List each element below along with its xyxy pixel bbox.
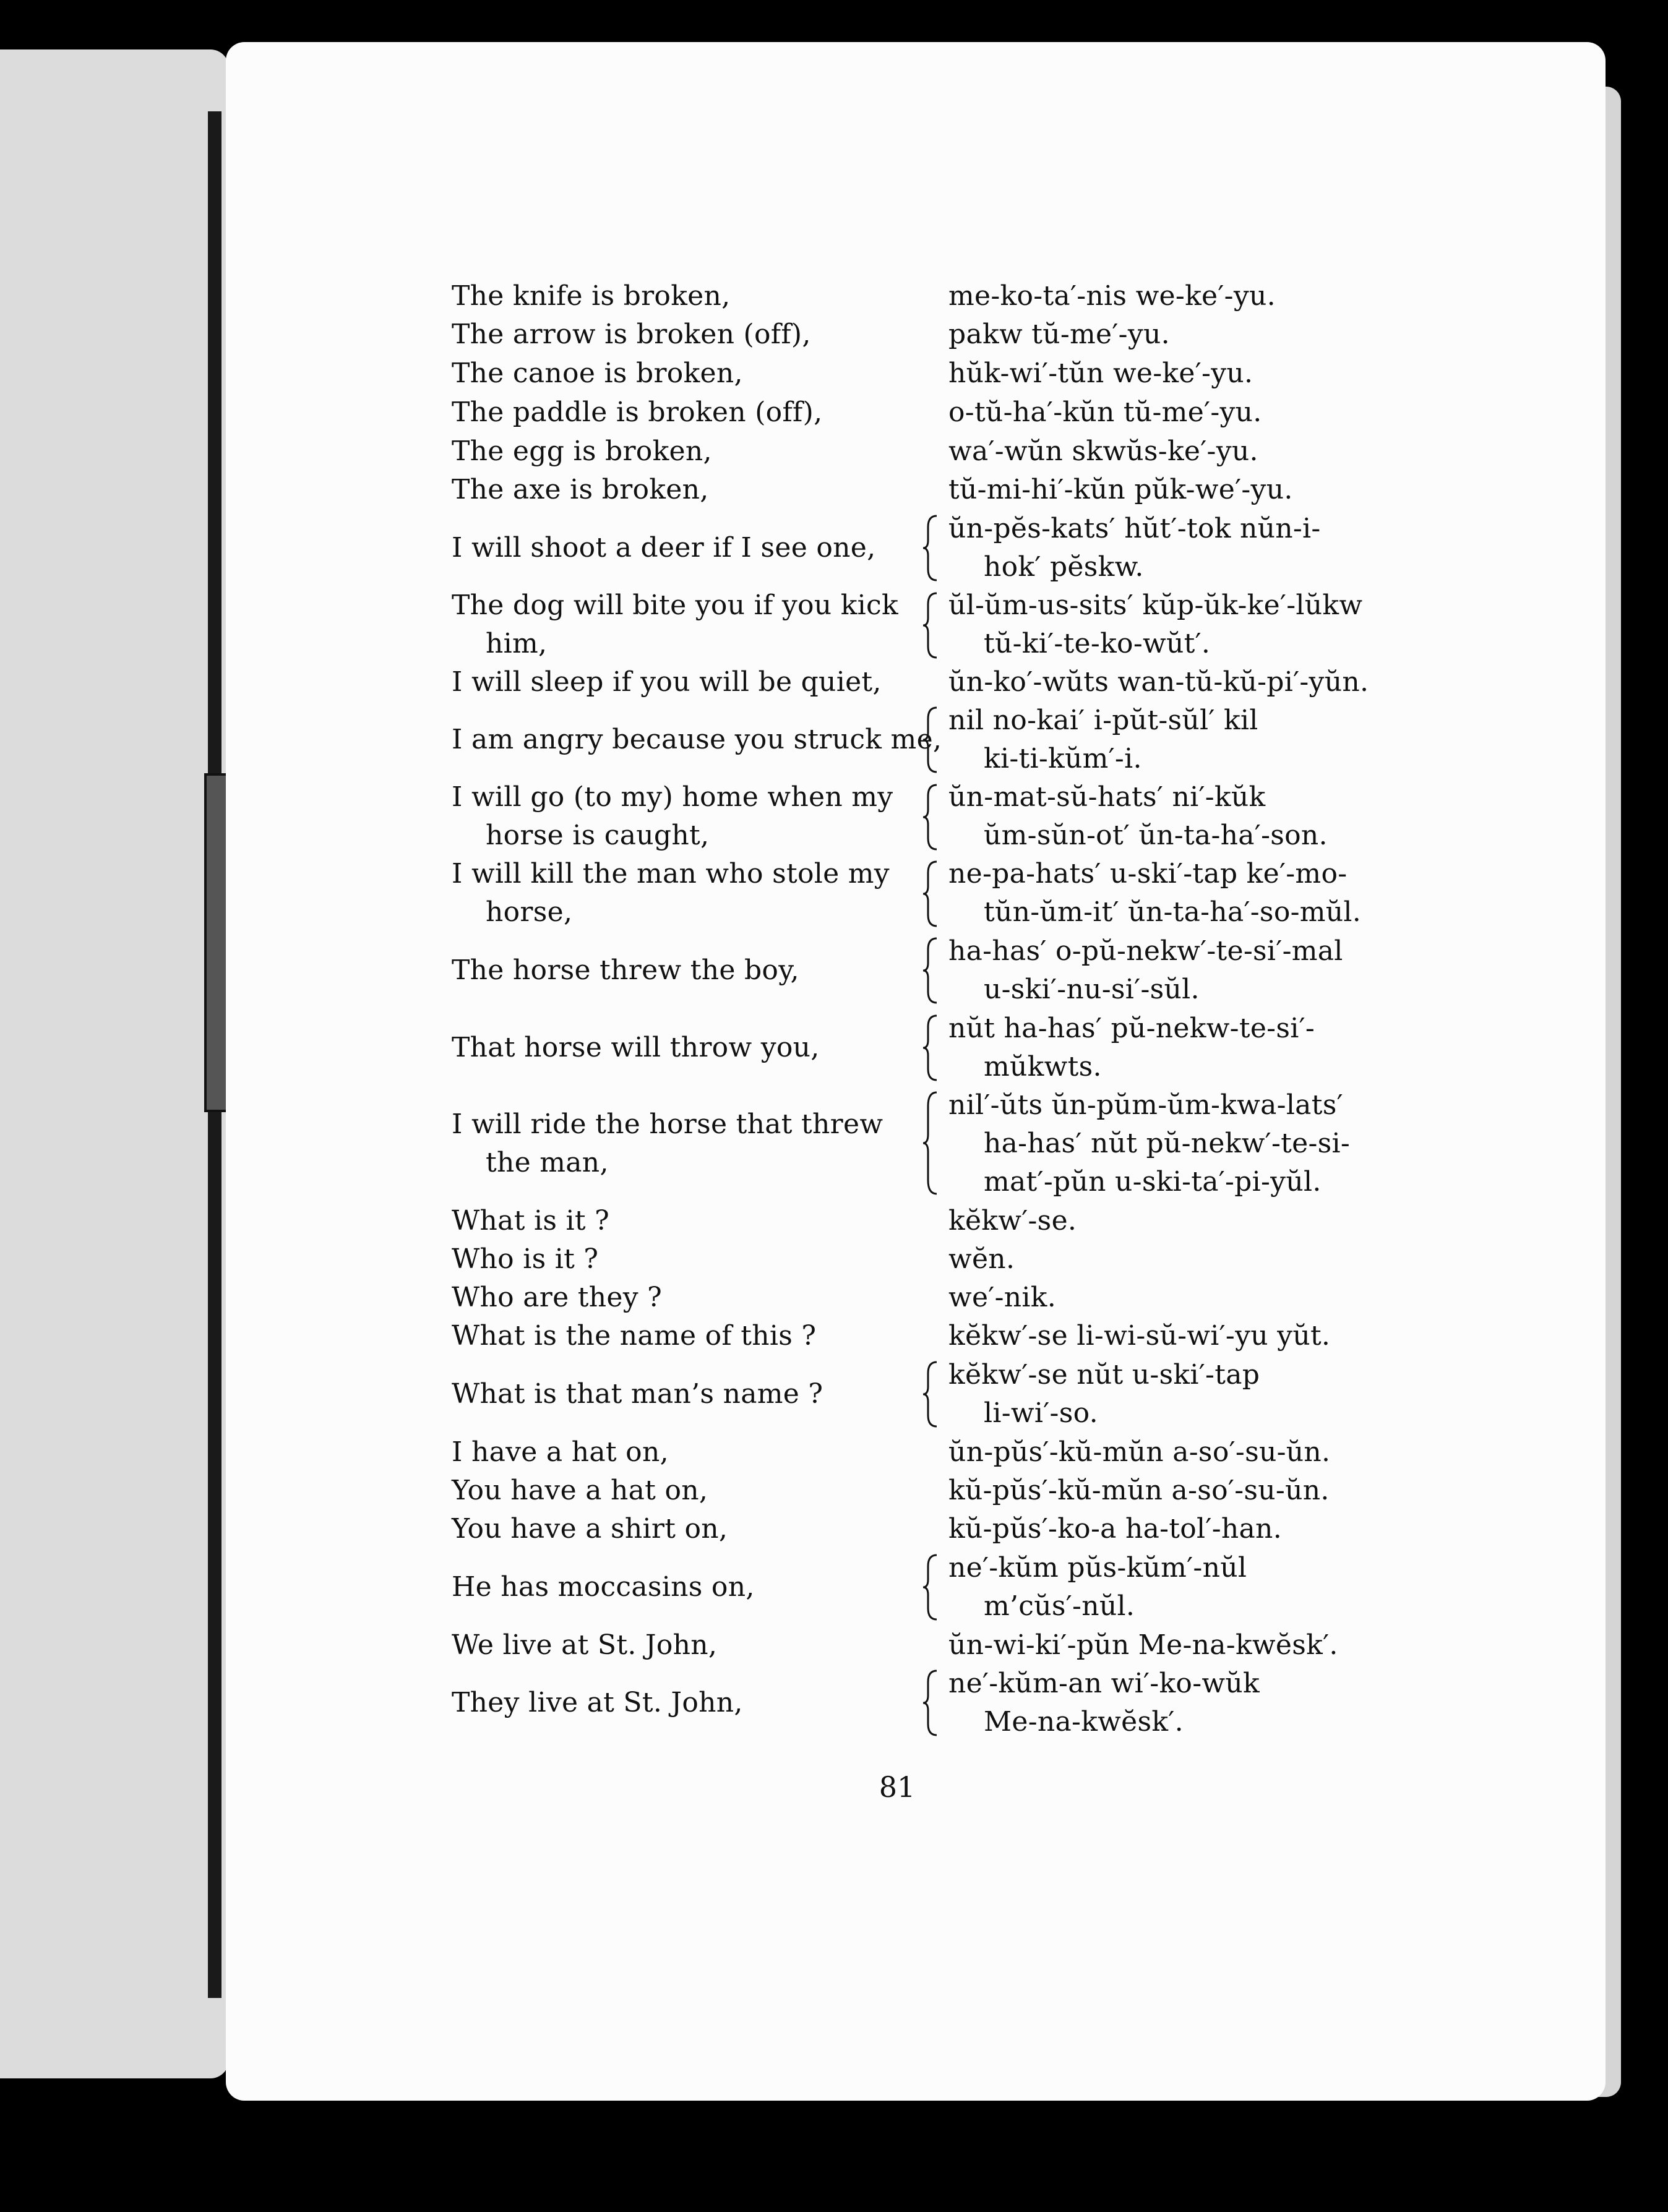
- english-phrase: I will ride the horse that threw: [452, 1108, 883, 1140]
- brace-icon: [921, 1090, 939, 1196]
- english-phrase: I will go (to my) home when my: [452, 781, 893, 813]
- translation-phrase: ŭl-ŭm-us-sits′ kŭp-ŭk-ke′-lŭkw: [948, 589, 1363, 621]
- translation-phrase: mat′-pŭn u-ski-ta′-pi-yŭl.: [984, 1166, 1322, 1198]
- english-phrase: horse,: [486, 896, 573, 928]
- english-phrase: We live at St. John,: [452, 1629, 718, 1661]
- translation-phrase: hok′ pĕskw.: [984, 551, 1144, 583]
- translation-phrase: we′-nik.: [948, 1282, 1057, 1313]
- translation-phrase: kĕkw′-se.: [948, 1205, 1077, 1237]
- translation-phrase: mŭkwts.: [984, 1051, 1102, 1082]
- page-number: 81: [879, 1770, 916, 1804]
- brace-icon: [921, 705, 939, 774]
- translation-phrase: ha-has′ o-pŭ-nekw′-te-si′-mal: [948, 935, 1343, 967]
- english-phrase: I will sleep if you will be quiet,: [452, 666, 882, 698]
- brace-icon: [921, 782, 939, 852]
- english-phrase: I will kill the man who stole my: [452, 858, 890, 890]
- translation-phrase: wa′-wŭn skwŭs-ke′-yu.: [948, 435, 1258, 467]
- translation-phrase: hŭk-wi′-tŭn we-ke′-yu.: [948, 358, 1253, 389]
- translation-phrase: ŭn-mat-sŭ-hats′ ni′-kŭk: [948, 781, 1266, 813]
- english-phrase: I will shoot a deer if I see one,: [452, 532, 876, 564]
- english-phrase: The axe is broken,: [452, 474, 709, 505]
- english-phrase: him,: [486, 628, 548, 659]
- translation-phrase: tŭn-ŭm-it′ ŭn-ta-ha′-so-mŭl.: [984, 896, 1362, 928]
- translation-phrase: ŭn-ko′-wŭts wan-tŭ-kŭ-pi′-yŭn.: [948, 666, 1369, 698]
- brace-icon: [921, 859, 939, 928]
- translation-phrase: kĕkw′-se li-wi-sŭ-wi′-yu yŭt.: [948, 1320, 1331, 1352]
- english-phrase: What is that man’s name ?: [452, 1378, 823, 1410]
- translation-phrase: wĕn.: [948, 1243, 1015, 1275]
- translation-phrase: ŭn-pĕs-kats′ hŭt′-tok nŭn-i-: [948, 513, 1321, 544]
- english-phrase: You have a hat on,: [452, 1475, 708, 1506]
- translation-phrase: nil′-ŭts ŭn-pŭm-ŭm-kwa-lats′: [948, 1089, 1343, 1121]
- translation-phrase: ne-pa-hats′ u-ski′-tap ke′-mo-: [948, 858, 1348, 890]
- translation-phrase: tŭ-ki′-te-ko-wŭt′.: [984, 628, 1211, 659]
- translation-phrase: ne′-kŭm pŭs-kŭm′-nŭl: [948, 1552, 1247, 1584]
- translation-phrase: o-tŭ-ha′-kŭn tŭ-me′-yu.: [948, 397, 1262, 428]
- english-phrase: The horse threw the boy,: [452, 954, 799, 986]
- brace-icon: [921, 591, 939, 660]
- translation-phrase: ne′-kŭm-an wi′-ko-wŭk: [948, 1668, 1260, 1699]
- english-phrase: Who are they ?: [452, 1282, 663, 1313]
- english-phrase: The arrow is broken (off),: [452, 319, 811, 350]
- translation-phrase: me-ko-ta′-nis we-ke′-yu.: [948, 280, 1276, 312]
- translation-phrase: ŭm-sŭn-ot′ ŭn-ta-ha′-son.: [984, 820, 1328, 851]
- translation-phrase: ki-ti-kŭm′-i.: [984, 743, 1142, 774]
- translation-phrase: ha-has′ nŭt pŭ-nekw′-te-si-: [984, 1128, 1351, 1159]
- translation-phrase: tŭ-mi-hi′-kŭn pŭk-we′-yu.: [948, 474, 1293, 505]
- brace-icon: [921, 513, 939, 583]
- translation-phrase: pakw tŭ-me′-yu.: [948, 319, 1170, 350]
- brace-icon: [921, 1553, 939, 1622]
- english-phrase: You have a shirt on,: [452, 1513, 728, 1545]
- english-phrase: He has moccasins on,: [452, 1571, 755, 1603]
- english-phrase: What is it ?: [452, 1205, 610, 1237]
- translation-phrase: kĕkw′-se nŭt u-ski′-tap: [948, 1359, 1260, 1391]
- brace-icon: [921, 936, 939, 1005]
- translation-phrase: Me-na-kwĕsk′.: [984, 1706, 1184, 1738]
- english-phrase: The dog will bite you if you kick: [452, 589, 898, 621]
- translation-phrase: ŭn-wi-ki′-pŭn Me-na-kwĕsk′.: [948, 1629, 1338, 1661]
- translation-phrase: ŭn-pŭs′-kŭ-mŭn a-so′-su-ŭn.: [948, 1436, 1331, 1468]
- english-phrase: They live at St. John,: [452, 1687, 743, 1718]
- translation-phrase: nil no-kai′ i-pŭt-sŭl′ kil: [948, 705, 1258, 736]
- english-phrase: I am angry because you struck me,: [452, 724, 942, 755]
- brace-icon: [921, 1668, 939, 1738]
- translation-phrase: m’cŭs′-nŭl.: [984, 1590, 1135, 1622]
- english-phrase: That horse will throw you,: [452, 1032, 820, 1063]
- brace-icon: [921, 1013, 939, 1082]
- english-phrase: horse is caught,: [486, 820, 710, 851]
- english-phrase: Who is it ?: [452, 1243, 599, 1275]
- translation-phrase: kŭ-pŭs′-ko-a ha-tol′-han.: [948, 1513, 1282, 1545]
- english-phrase: The paddle is broken (off),: [452, 397, 823, 428]
- english-phrase: I have a hat on,: [452, 1436, 669, 1468]
- english-phrase: the man,: [486, 1147, 609, 1178]
- english-phrase: The egg is broken,: [452, 435, 712, 467]
- english-phrase: The knife is broken,: [452, 280, 731, 312]
- translation-phrase: kŭ-pŭs′-kŭ-mŭn a-so′-su-ŭn.: [948, 1475, 1330, 1506]
- brace-icon: [921, 1360, 939, 1429]
- translation-phrase: nŭt ha-has′ pŭ-nekw-te-si′-: [948, 1013, 1315, 1044]
- english-phrase: What is the name of this ?: [452, 1320, 817, 1352]
- english-phrase: The canoe is broken,: [452, 358, 743, 389]
- translation-phrase: u-ski′-nu-si′-sŭl.: [984, 974, 1200, 1005]
- translation-phrase: li-wi′-so.: [984, 1397, 1098, 1429]
